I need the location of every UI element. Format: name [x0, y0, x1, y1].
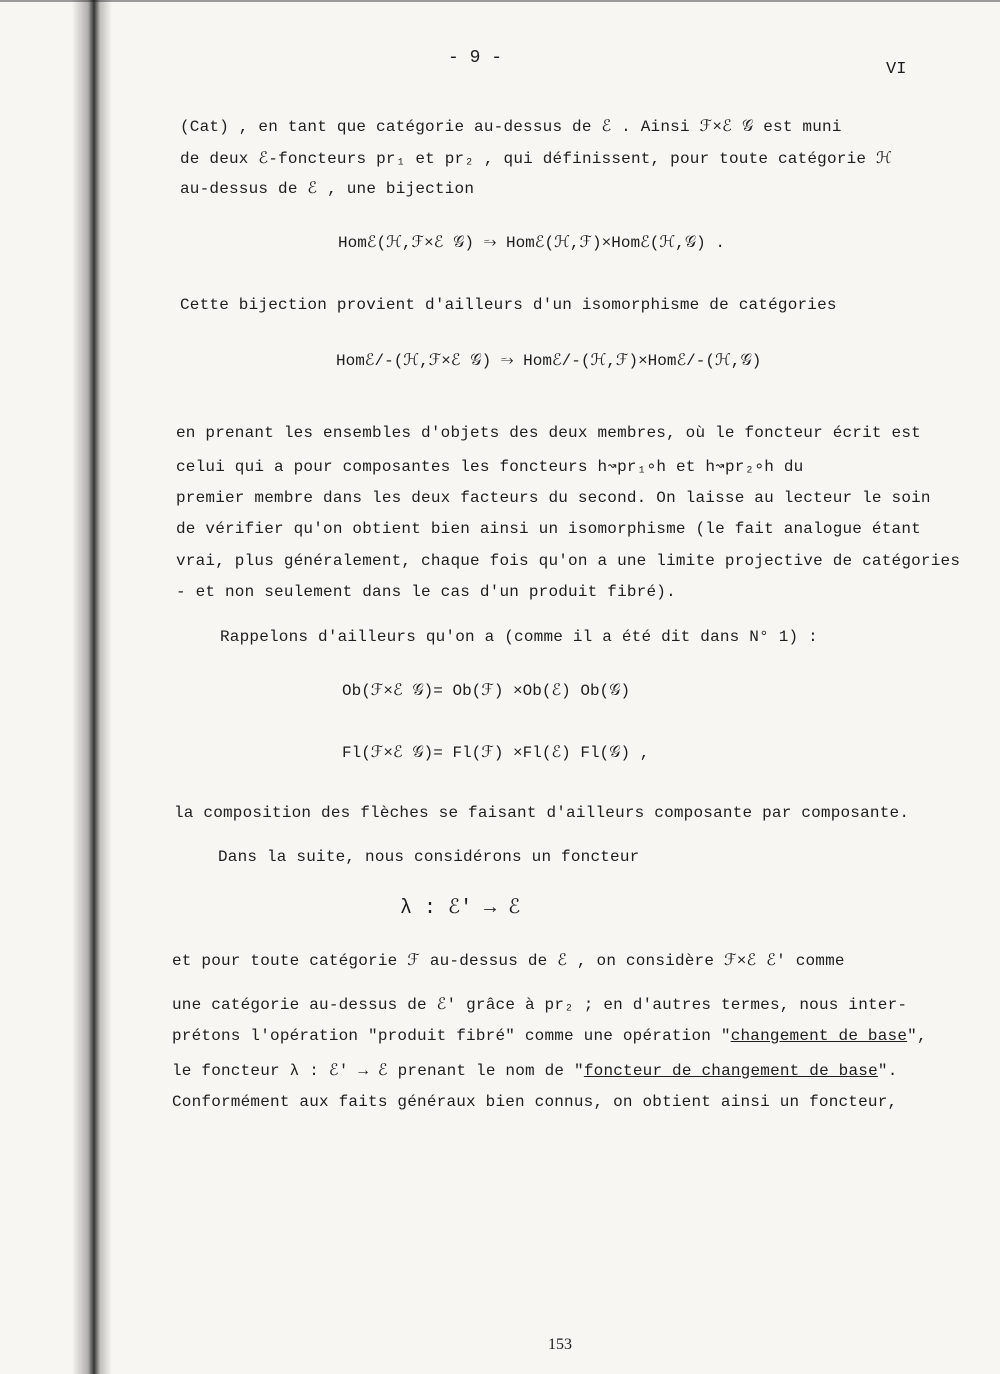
text-line: une catégorie au-dessus de ℰ' grâce à pr₂ ; en d'autres termes, nous inter-: [172, 996, 908, 1014]
formula-objects: Ob(ℱ×ℰ 𝒢)= Ob(ℱ) ×Ob(ℰ) Ob(𝒢): [342, 682, 631, 700]
text-line: Dans la suite, nous considérons un foncteur: [218, 848, 640, 866]
text-line: (Cat) , en tant que catégorie au-dessus de ℰ . Ainsi ℱ×ℰ 𝒢 est muni: [180, 118, 842, 136]
formula-base-change-functor: λ : ℰ' → ℰ: [400, 897, 521, 920]
text-line: vrai, plus généralement, chaque fois qu'on a une limite projective de catégories: [176, 552, 961, 570]
text-line: - et non seulement dans le cas d'un produit fibré).: [176, 583, 676, 601]
text-line: Rappelons d'ailleurs qu'on a (comme il a été dit dans N° 1) :: [220, 628, 818, 646]
page-top-edge: [0, 0, 1000, 2]
formula-arrows: Fl(ℱ×ℰ 𝒢)= Fl(ℱ) ×Fl(ℰ) Fl(𝒢) ,: [342, 744, 650, 762]
text-line: Conformément aux faits généraux bien connus, on obtient ainsi un foncteur,: [172, 1093, 898, 1111]
text-line: celui qui a pour composantes les foncteurs h↝pr₁∘h et h↝pr₂∘h du: [176, 458, 804, 476]
text-run: le foncteur λ : ℰ' → ℰ prenant le nom de ": [172, 1062, 584, 1080]
text-line: [172, 1027, 927, 1045]
text-line: de deux ℰ-foncteurs pr₁ et pr₂ , qui définissent, pour toute catégorie ℋ: [180, 150, 893, 168]
chapter-marker: VI: [886, 60, 907, 79]
text-run: prétons l'opération "produit fibré" comme une opération ": [172, 1027, 731, 1045]
text-line: premier membre dans les deux facteurs du second. On laisse au lecteur le soin: [176, 489, 931, 507]
text-line: au-dessus de ℰ , une bijection: [180, 180, 475, 198]
text-line: de vérifier qu'on obtient bien ainsi un isomorphisme (le fait analogue étant: [176, 520, 921, 538]
binding-shadow: [72, 0, 112, 1374]
text-line: la composition des flèches se faisant d'ailleurs composante par composante.: [174, 804, 910, 822]
underlined-term: foncteur de changement de base: [583, 1062, 878, 1080]
underlined-term: changement de base: [730, 1027, 908, 1045]
formula-hom-isomorphism: Homℰ/-(ℋ,ℱ×ℰ 𝒢) ⥲ Homℰ/-(ℋ,ℱ)×Homℰ/-(ℋ,𝒢): [336, 352, 762, 370]
formula-hom-bijection: Homℰ(ℋ,ℱ×ℰ 𝒢) ⥲ Homℰ(ℋ,ℱ)×Homℰ(ℋ,𝒢) .: [338, 234, 725, 252]
text-line: [172, 1060, 898, 1080]
page-marker: - 9 -: [448, 48, 503, 68]
text-run: ",: [907, 1027, 927, 1045]
page-number: 153: [548, 1336, 572, 1353]
text-line: et pour toute catégorie ℱ au-dessus de ℰ , on considère ℱ×ℰ ℰ' comme: [172, 952, 845, 970]
text-line: en prenant les ensembles d'objets des deux membres, où le foncteur écrit est: [176, 424, 921, 442]
text-run: ".: [877, 1062, 898, 1080]
text-line: Cette bijection provient d'ailleurs d'un isomorphisme de catégories: [180, 296, 837, 314]
